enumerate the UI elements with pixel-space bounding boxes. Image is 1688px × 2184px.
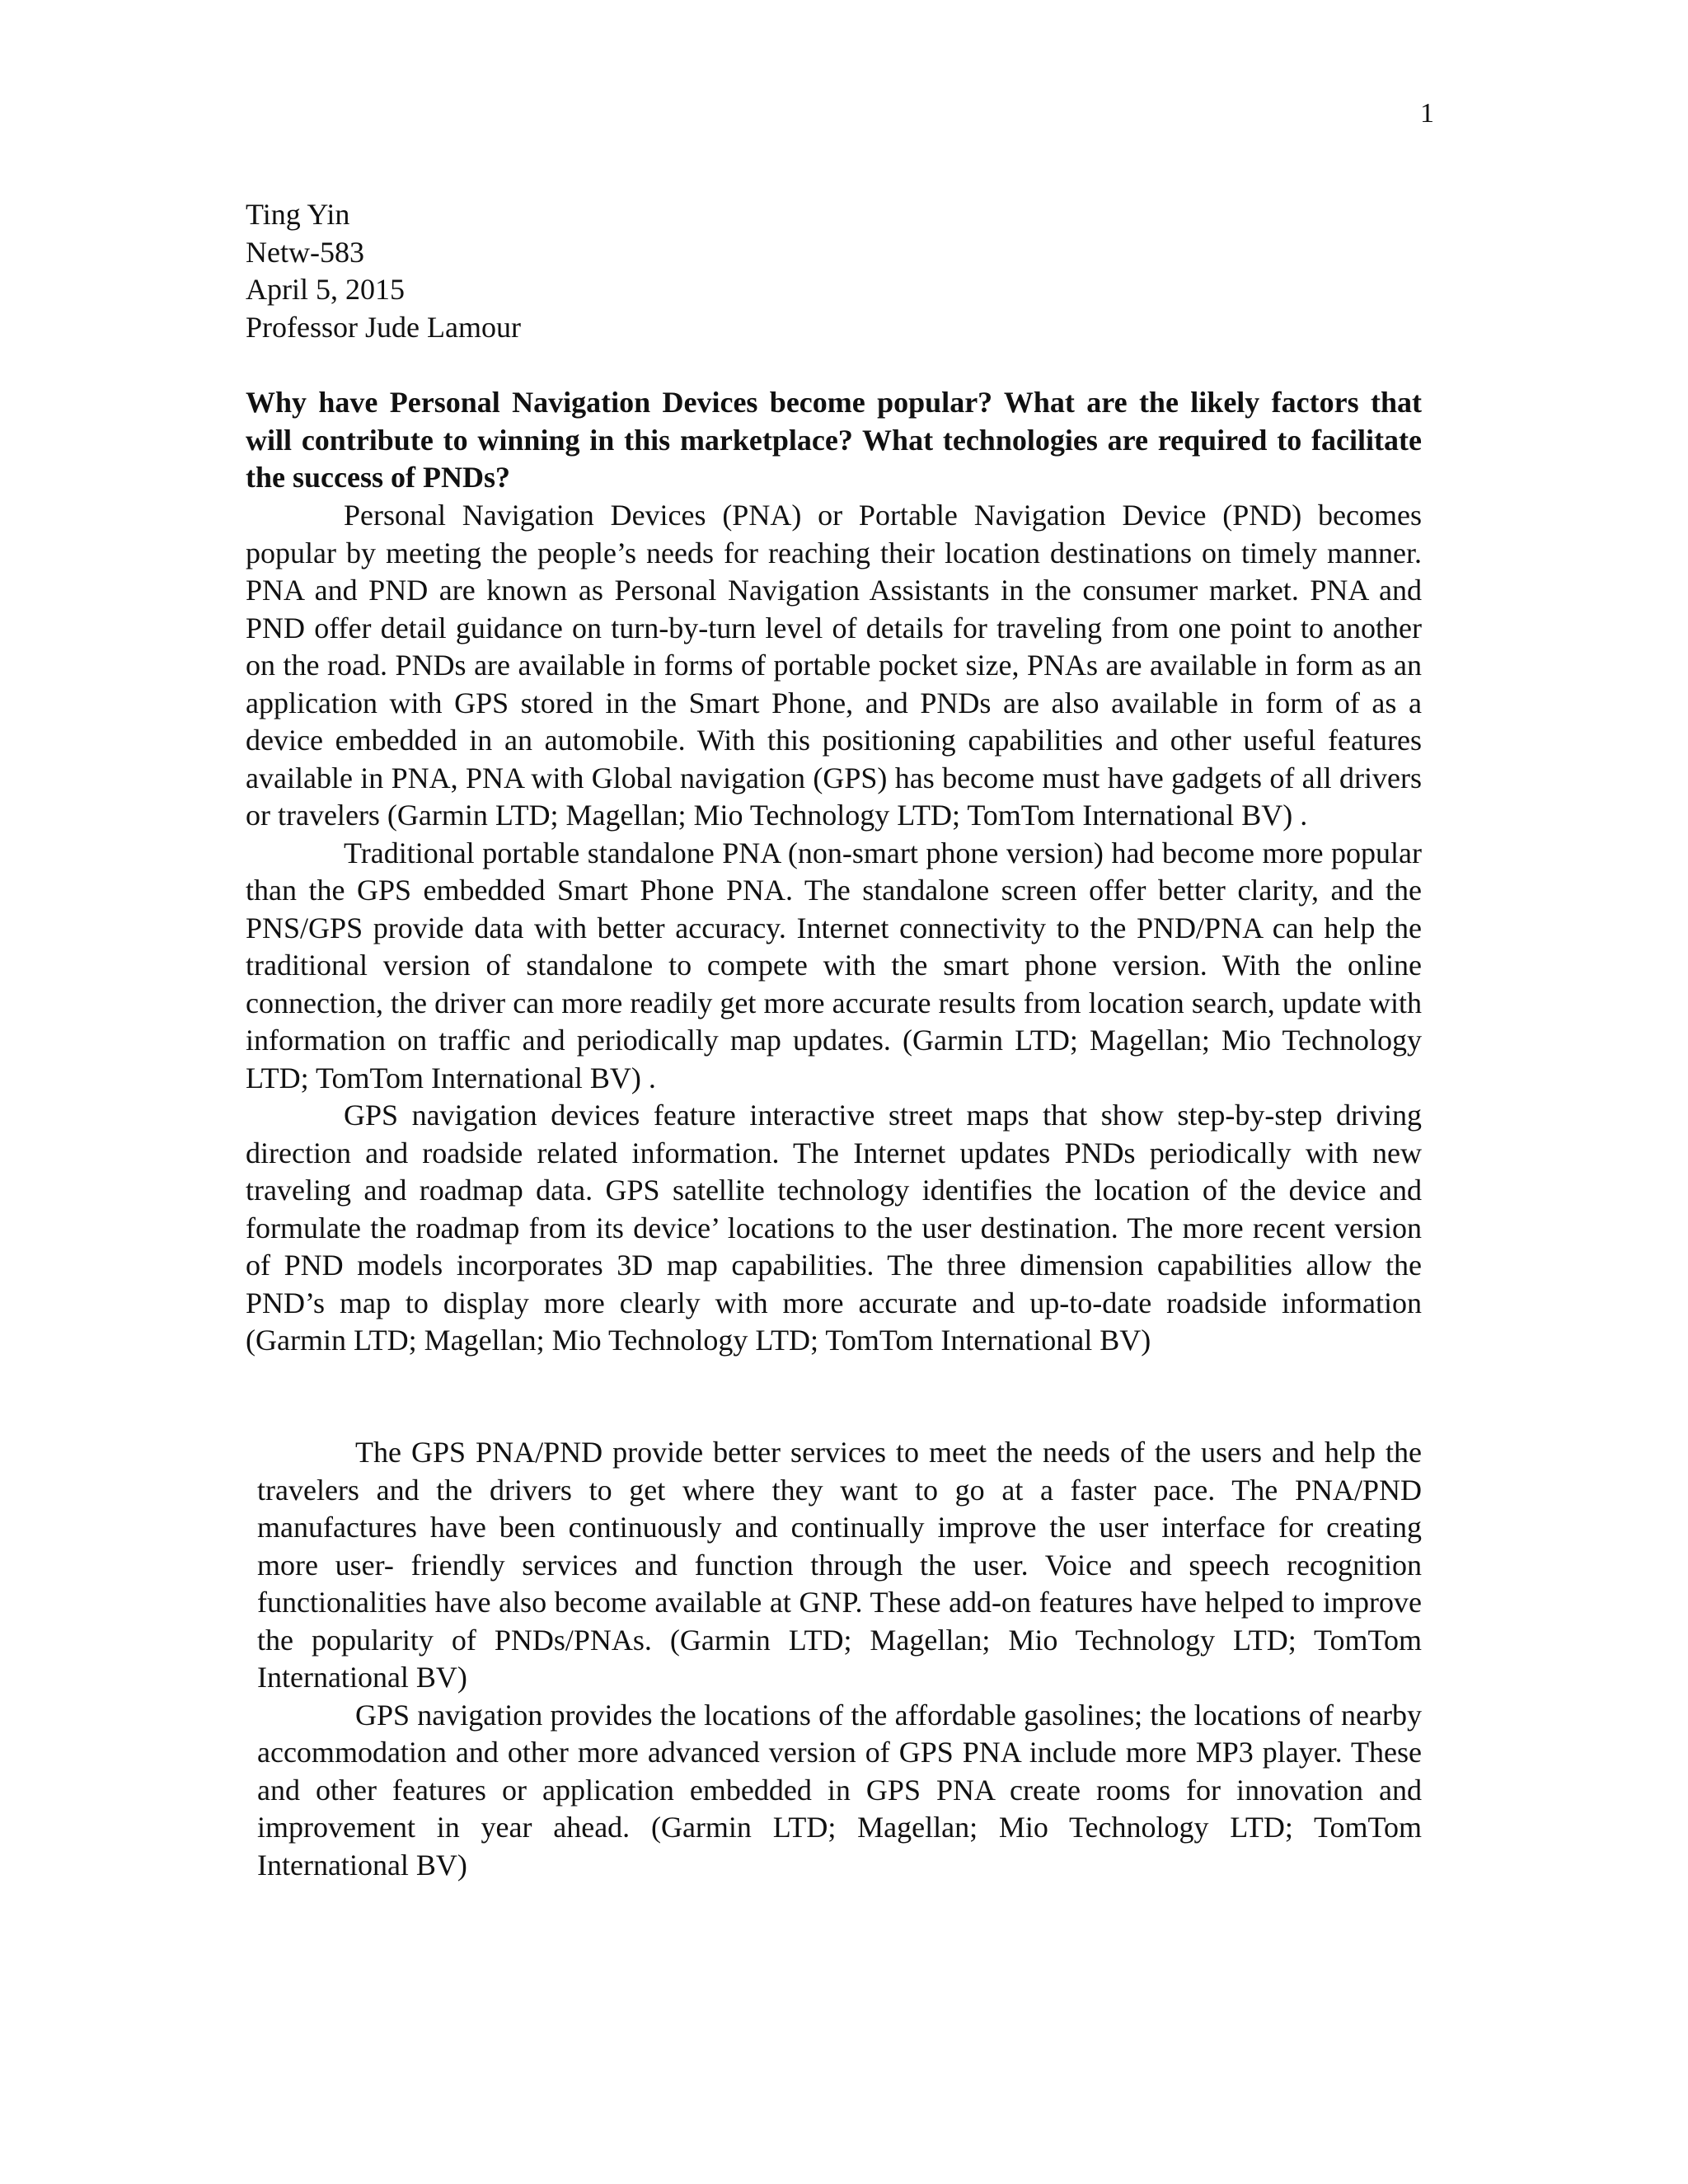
professor-name: Professor Jude Lamour — [246, 310, 521, 344]
paragraph-5: GPS navigation provides the locations of the affordable gasolines; the locations of nearby accommodation and other more advanced version of GPS PNA include more MP3 player. These and other features or application embedded in GPS PNA create rooms for innovation and improvement in year ahead. (Garmin LTD; Magellan; Mio Technology LTD; TomTom International BV) — [257, 1698, 1422, 1882]
paragraph-1: Personal Navigation Devices (PNA) or Portable Navigation Device (PND) becomes popular by meeting the people’s needs for reaching their location destinations on timely manner. PNA and PND are known as Personal Navigation Assistants in the consumer market. PNA and PND offer detail guidance on turn-by-turn level of details for traveling from one point to another on the road. PNDs are available in forms of portable pocket size, PNAs are available in form as an application with GPS stored in the Smart Phone, and PNDs are also available in form of as a device embedded in an automobile. With this positioning capabilities and other useful features available in PNA, PNA with Global navigation (GPS) has become must have gadgets of all drivers or travelers (Garmin LTD; Magellan; Mio Technology LTD; TomTom International BV) . — [246, 499, 1422, 832]
paragraph-2: Traditional portable standalone PNA (non-smart phone version) had become more popular than the GPS embedded Smart Phone PNA. The standalone screen offer better clarity, and the PNS/GPS provide data with better accuracy. Internet connectivity to the PND/PNA can help the traditional version of standalone to compete with the smart phone version. With the online connection, the driver can more readily get more accurate results from location search, update with information on traffic and periodically map updates. (Garmin LTD; Magellan; Mio Technology LTD; TomTom International BV) . — [246, 836, 1422, 1094]
document-date: April 5, 2015 — [246, 273, 405, 306]
header-block — [246, 196, 1441, 346]
essay-question: Why have Personal Navigation Devices become popular? What are the likely factors that will contribute to winning in this marketplace? What technologies are required to facilitate the success of PNDs? — [246, 386, 1422, 494]
essay-body-part-2 — [257, 1434, 1422, 1884]
paragraph-4: The GPS PNA/PND provide better services to meet the needs of the users and help the travelers and the drivers to get where they want to go at a faster pace. The PNA/PND manufactures have been continuously and continually improve the user interface for creating more user- friendly services and function through the user. Voice and speech recognition functionalities have also become available at GNP. These add-on features have helped to improve the popularity of PNDs/PNAs. (Garmin LTD; Magellan; Mio Technology LTD; TomTom International BV) — [257, 1436, 1422, 1694]
course-code: Netw-583 — [246, 235, 364, 269]
author-name: Ting Yin — [246, 198, 350, 231]
page-number: 1 — [1420, 98, 1434, 129]
essay-body-part-1 — [246, 497, 1422, 1360]
paragraph-3: GPS navigation devices feature interactive street maps that show step-by-step driving direction and roadside related information. The Internet updates PNDs periodically with new traveling and roadmap data. GPS satellite technology identifies the location of the device and formulate the roadmap from its device’ locations to the user destination. The more recent version of PND models incorporates 3D map capabilities. The three dimension capabilities allow the PND’s map to display more clearly with more accurate and up-to-date roadside information (Garmin LTD; Magellan; Mio Technology LTD; TomTom International BV) — [246, 1099, 1422, 1357]
